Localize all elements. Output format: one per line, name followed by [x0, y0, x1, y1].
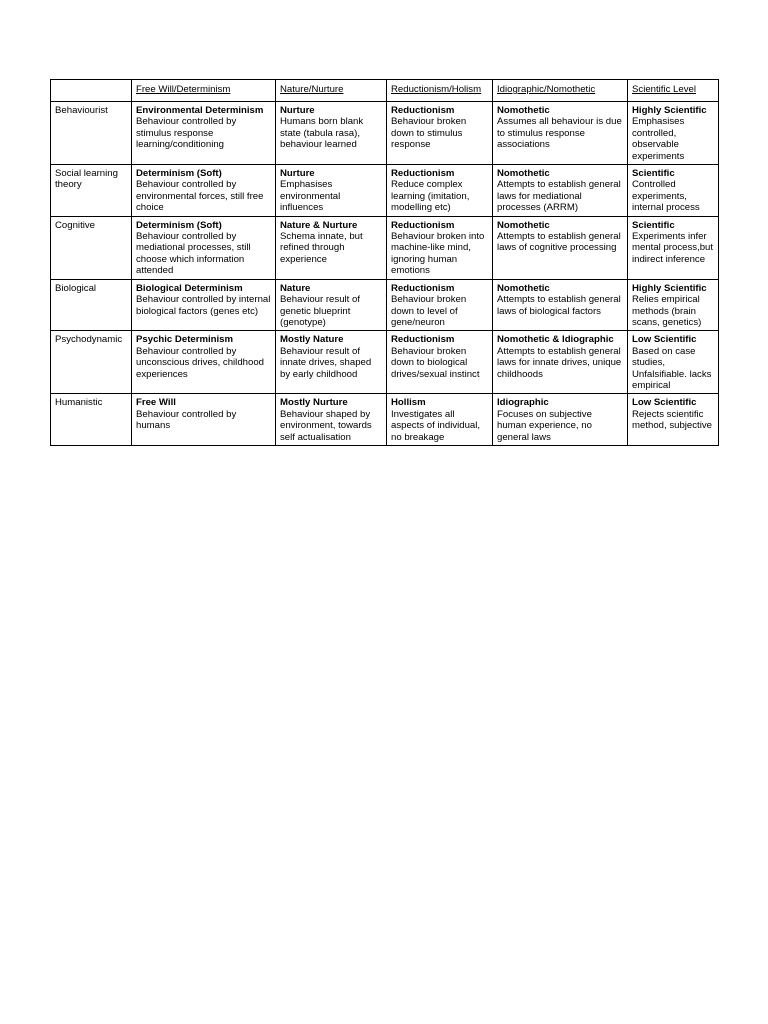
table-cell	[387, 331, 493, 394]
table-cell	[628, 331, 719, 394]
cell-title: Hollism	[391, 397, 426, 409]
table-cell	[493, 102, 628, 165]
row-label-text: Behaviourist	[55, 105, 108, 116]
cell-text: Focuses on subjective human experience, no general laws	[497, 408, 592, 443]
table-cell	[493, 394, 628, 446]
table-cell	[628, 279, 719, 331]
cell-text: Controlled experiments, internal process	[632, 179, 700, 214]
cell-text: Behaviour controlled by mediational processes, still choose which information attended	[136, 231, 251, 277]
table-cell	[387, 394, 493, 446]
table-cell	[132, 165, 276, 217]
cell-text: Emphasises controlled, observable experiments	[632, 116, 685, 162]
row-label-text: Biological	[55, 282, 97, 294]
table-cell	[628, 165, 719, 217]
cell-title: Reductionism	[391, 334, 455, 346]
cell-title: Nomothetic	[497, 168, 550, 180]
table-cell	[387, 165, 493, 217]
cell-title: Psychic Determinism	[136, 334, 234, 346]
cell-text: Schema innate, but refined through experience	[280, 231, 363, 265]
table-row	[51, 216, 719, 279]
cell-title: Nature	[280, 282, 311, 294]
cell-text: Behaviour result of innate drives, shaped by early childhood	[280, 345, 372, 380]
cell-title: Nomothetic	[497, 105, 550, 116]
table-row	[51, 331, 719, 394]
header-scientific	[628, 80, 719, 102]
cell-title: Highly Scientific	[632, 105, 707, 116]
cell-title: Nature & Nurture	[280, 219, 358, 231]
cell-title: Determinism (Soft)	[136, 219, 222, 231]
cell-text: Behaviour shaped by environment, towards self actualisation	[280, 408, 372, 443]
cell-text: Based on case studies, Unfalsifiable. lacks empirical	[632, 345, 712, 391]
table-cell	[132, 279, 276, 331]
cell-title: Free Will	[136, 397, 176, 409]
cell-text: Behaviour controlled by unconscious drives, childhood experiences	[136, 345, 264, 380]
table-cell	[132, 216, 276, 279]
table-cell	[276, 331, 387, 394]
table-row	[51, 279, 719, 331]
header-idiographic	[493, 80, 628, 102]
cell-title: Low Scientific	[632, 397, 697, 409]
cell-text: Behaviour broken into machine-like mind, ignoring human emotions	[391, 231, 485, 277]
header-corner	[51, 80, 132, 102]
row-label	[51, 102, 132, 165]
cell-text: Behaviour broken down to stimulus response	[391, 116, 467, 151]
row-label	[51, 331, 132, 394]
table-row	[51, 394, 719, 446]
table-cell	[276, 165, 387, 217]
cell-title: Idiographic	[497, 397, 549, 409]
cell-title: Highly Scientific	[632, 282, 707, 294]
cell-text: Experiments infer mental process,but indirect inference	[632, 231, 714, 265]
cell-title: Determinism (Soft)	[136, 168, 222, 180]
cell-title: Nurture	[280, 105, 315, 116]
row-label-text: Cognitive	[55, 219, 95, 231]
cell-text: Relies empirical methods (brain scans, genetics)	[632, 294, 702, 328]
table-cell	[493, 216, 628, 279]
cell-text: Behaviour broken down to biological drives/sexual instinct	[391, 345, 480, 380]
cell-text: Attempts to establish general laws for mediational processes (ARRM)	[497, 179, 621, 214]
table-row	[51, 165, 719, 217]
cell-text: Humans born blank state (tabula rasa), behaviour learned	[280, 116, 364, 151]
cell-title: Biological Determinism	[136, 282, 243, 294]
cell-text: Behaviour controlled by internal biological factors (genes etc)	[136, 294, 271, 317]
cell-title: Nurture	[280, 168, 315, 180]
cell-title: Nomothetic & Idiographic	[497, 334, 614, 346]
row-label	[51, 165, 132, 217]
header-idiographic-text: Idiographic/Nomothetic	[497, 84, 596, 95]
cell-text: Emphasises environmental influences	[280, 179, 341, 214]
header-nature-nurture	[276, 80, 387, 102]
table-cell	[276, 394, 387, 446]
table-cell	[387, 102, 493, 165]
row-label-text: Humanistic	[55, 397, 103, 409]
table-cell	[132, 102, 276, 165]
cell-title: Nomothetic	[497, 219, 550, 231]
cell-text: Rejects scientific method, subjective	[632, 408, 712, 432]
cell-title: Low Scientific	[632, 334, 697, 346]
cell-text: Assumes all behaviour is due to stimulus response associations	[497, 116, 622, 151]
table-cell	[276, 216, 387, 279]
cell-title: Reductionism	[391, 168, 455, 180]
psychology-approaches-table	[50, 79, 719, 446]
cell-text: Attempts to establish general laws for innate drives, unique childhoods	[497, 345, 622, 380]
header-reductionism	[387, 80, 493, 102]
table-cell	[132, 331, 276, 394]
table-cell	[628, 216, 719, 279]
cell-text: Behaviour controlled by stimulus response learning/conditioning	[136, 116, 237, 151]
cell-title: Reductionism	[391, 282, 455, 294]
cell-title: Mostly Nature	[280, 334, 344, 346]
cell-text: Attempts to establish general laws of biological factors	[497, 294, 621, 317]
cell-title: Scientific	[632, 168, 675, 180]
table-cell	[493, 279, 628, 331]
table-cell	[276, 102, 387, 165]
table-cell	[628, 102, 719, 165]
cell-text: Behaviour broken down to level of gene/neuron	[391, 294, 467, 328]
cell-title: Mostly Nurture	[280, 397, 348, 409]
row-label-text: Social learning theory	[55, 168, 118, 191]
table-cell	[132, 394, 276, 446]
cell-title: Reductionism	[391, 219, 455, 231]
table-cell	[493, 331, 628, 394]
cell-title: Reductionism	[391, 105, 455, 116]
table-cell	[387, 216, 493, 279]
cell-title: Nomothetic	[497, 282, 550, 294]
cell-text: Investigates all aspects of individual, no breakage	[391, 408, 481, 443]
cell-text: Attempts to establish general laws of cognitive processing	[497, 231, 621, 254]
cell-text: Behaviour controlled by environmental forces, still free choice	[136, 179, 264, 214]
table-cell	[628, 394, 719, 446]
header-free-will-text: Free Will/Determinism	[136, 84, 231, 95]
cell-title: Environmental Determinism	[136, 105, 264, 116]
header-nature-nurture-text: Nature/Nurture	[280, 84, 344, 95]
cell-text: Behaviour controlled by humans	[136, 408, 237, 432]
row-label	[51, 216, 132, 279]
cell-title: Scientific	[632, 219, 675, 231]
table-cell	[493, 165, 628, 217]
cell-text: Reduce complex learning (imitation, modelling etc)	[391, 179, 470, 214]
header-scientific-text: Scientific Level	[632, 84, 696, 95]
cell-text: Behaviour result of genetic blueprint (genotype)	[280, 294, 360, 328]
table-cell	[276, 279, 387, 331]
header-reductionism-text: Reductionism/Holism	[391, 84, 482, 95]
header-row	[51, 80, 719, 102]
row-label	[51, 279, 132, 331]
header-free-will	[132, 80, 276, 102]
table-cell	[387, 279, 493, 331]
table-row	[51, 102, 719, 165]
row-label-text: Psychodynamic	[55, 334, 123, 346]
row-label	[51, 394, 132, 446]
